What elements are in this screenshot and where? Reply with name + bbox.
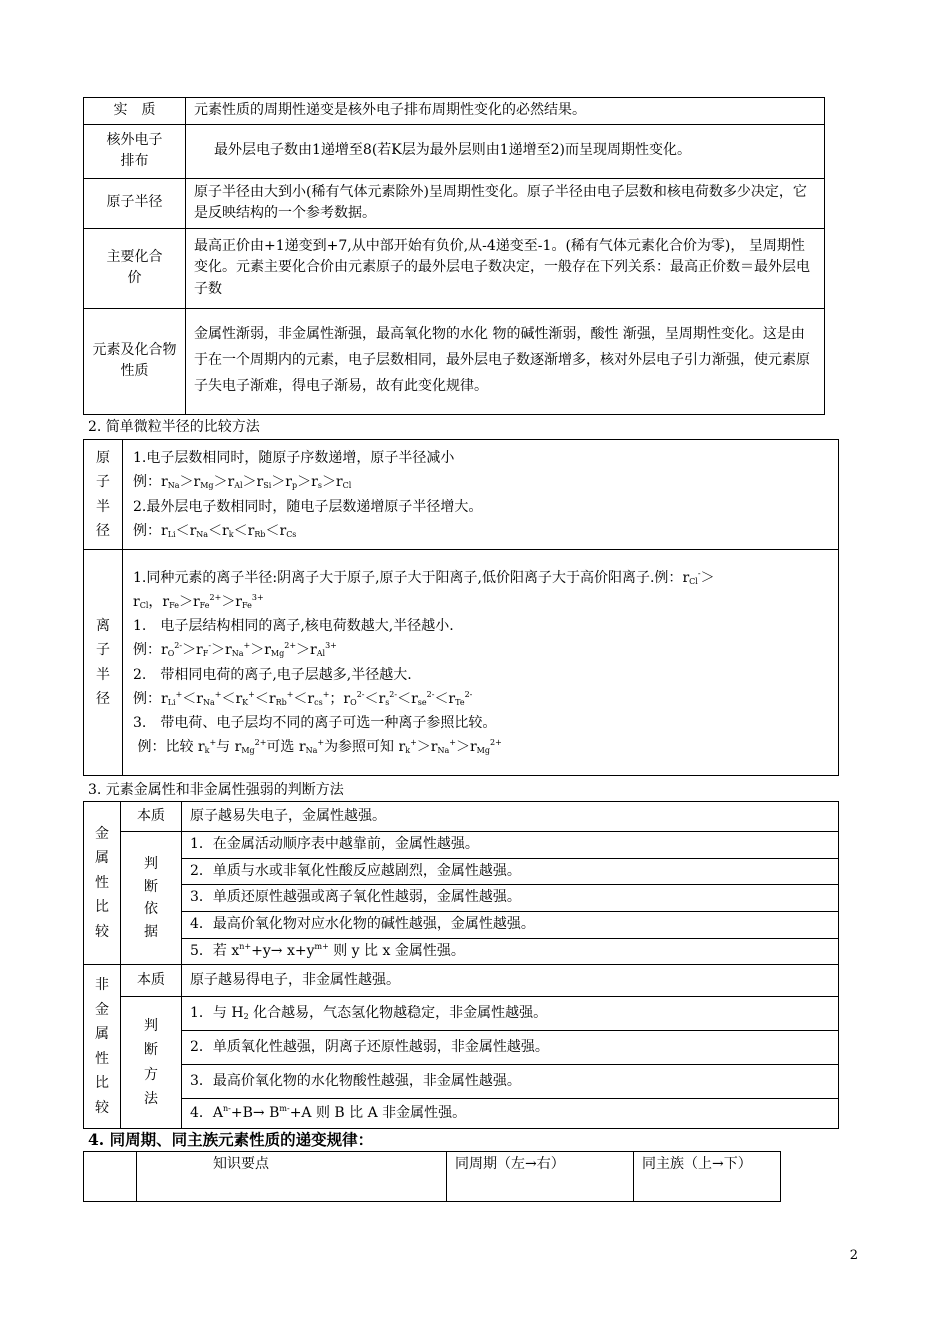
metal-item-2: 2．单质与水或非氧化性酸反应越剧烈，金属性越强。 [182,858,839,885]
row-label-valence: 主要化合价 [84,228,186,308]
row-content-atomic-radius: 原子半径由大到小(稀有气体元素除外)呈周期性变化。原子半径由电子层数和核电荷数多少决定，它是反映结构的一个参考数据。 [186,178,825,228]
atom-radius-example-2: 例：$r_{Li}<r_{Na}<r_k<r_{Rb}<r_{Cs}$ [133,522,297,539]
radius-comparison-table [83,439,839,776]
row-content-essence: 元素性质的周期性递变是核外电子排布周期性变化的必然结果。 [186,98,825,125]
metal-comparison-label: 金 属 性 比 较 [84,802,121,965]
periodic-law-table [83,97,825,415]
metal-item-1: 1．在金属活动顺序表中越靠前，金属性越强。 [182,832,839,859]
nonmetal-item-4: 4．$A^{n-}+B\to B^{m-}+A$ 则 B 比 A 非金属性强。 [182,1099,839,1129]
row-label-properties: 元素及化合物性质 [84,308,186,414]
row-label-atomic-radius: 原子半径 [84,178,186,228]
section-2-title: 2. 简单微粒半径的比较方法 [88,419,260,435]
nonmetal-item-2: 2．单质氧化性越强，阴离子还原性越弱，非金属性越强。 [182,1031,839,1065]
row-label-electron-config: 核外电子排布 [84,124,186,178]
nonmetal-essence: 原子越易得电子，非金属性越强。 [182,965,839,997]
metal-basis-label: 判 断 依 据 [121,832,182,965]
atom-radius-content: 1.电子层数相同时，随原子序数递增，原子半径减小 例：$r_{Na}>r_{Mg}>r_{Al}>r_{Si}>r_p>r_s>r_{Cl}$ 2.最外层电子数相同时，随电子层数递增原子半径增大。 例：$r_{Li}<r_{Na}<r_k<r_{Rb}<r_{Cs}$ [123,440,839,550]
section-4-title: 4. 同周期、同主族元素性质的递变规律： [88,1130,374,1149]
ion-radius-label: 离 子 半 径 [84,550,123,776]
metallicity-table [83,801,839,1129]
nonmetal-essence-label: 本质 [121,965,182,997]
row-content-electron-config: 最外层电子数由1递增至8(若K层为最外层则由1递增至2)而呈现周期性变化。 [186,124,825,178]
atom-radius-label: 原 子 半 径 [84,440,123,550]
trend-header-blank [84,1152,137,1202]
trend-header-same-period: 同周期（左→右） [447,1152,634,1202]
nonmetal-item-3: 3．最高价氧化物的水化物酸性越强，非金属性越强。 [182,1065,839,1099]
ion-example-4: 例：比较 $r_k^+$与 $r_{Mg}^{2+}$可选 $r_{Na}^+$为参照可知 $r_k^+>r_{Na}^+>r_{Mg}^{2+}$ [133,737,502,755]
page-number: 2 [849,1248,858,1263]
ion-example-1: $r_{Cl}$，$r_{Fe}>r_{Fe}^{2+}>r_{Fe}^{3+}$ [133,593,264,611]
nonmetal-comparison-label: 非 金 属 性 比 较 [84,965,121,1129]
atom-radius-example-1: 例：$r_{Na}>r_{Mg}>r_{Al}>r_{Si}>r_p>r_s>r_{Cl}$ [133,474,352,491]
metal-essence: 原子越易失电子，金属性越强。 [182,802,839,832]
row-content-properties: 金属性渐弱，非金属性渐强，最高氧化物的水化 物的碱性渐弱，酸性 渐强，呈周期性变化。这是由于在一个周期内的元素，电子层数相同，最外层电子数逐渐增多，核对外层电子引力渐强，使元素原子失电子渐难，得电子渐易，故有此变化规律。 [186,308,825,414]
metal-item-5: 5．若 $x^{n+}+y\to x+y^{m+}$ 则 y 比 x 金属性强。 [182,938,839,965]
row-content-valence: 最高正价由+1递变到+7,从中部开始有负价,从-4递变至-1。(稀有气体元素化合价为零)， 呈周期性变化。元素主要化合价由元素原子的最外层电子数决定，一般存在下列关系：最高正价数＝最外层电子数 [186,228,825,308]
trend-header-same-group: 同主族（上→下） [634,1152,781,1202]
nonmetal-item-1: 1．与 $H_2$ 化合越易，气态氢化物越稳定，非金属性越强。 [182,997,839,1031]
ion-radius-content: 1.同种元素的离子半径:阴离子大于原子,原子大于阳离子,低价阳离子大于高价阳离子.例：$r_{Cl}^->$ $r_{Cl}$，$r_{Fe}>r_{Fe}^{2+}>r_{Fe}^{3+}$ 1. 电子层结构相同的离子,核电荷数越大,半径越小. 例：$r_O^{2-}>r_F^->r_{Na}^+>r_{Mg}^{2+}>r_{Al}^{3+}$ 2. 带相同电荷的离子,电子层越多,半径越大. 例：$r_{Li}^+<r_{Na}^+<r_K^+<r_{Rb}^+<r_{cs}^+$；$r_O^{2-}<r_s^{2-}<r_{se}^{2-}<r_{Te}^{2-}$ 3. 带电荷、电子层均不同的离子可选一种离子参照比较。 例：比较 $r_k^+$与 $r_{Mg}^{2+}$可选 $r_{Na}^+$为参照可知 $r_k^+>r_{Na}^+>r_{Mg}^{2+}$ [123,550,839,776]
row-label-essence: 实 质 [84,98,186,125]
trend-header-key-points: 知识要点 [137,1152,447,1202]
ion-example-3: 例：$r_{Li}^+<r_{Na}^+<r_K^+<r_{Rb}^+<r_{cs}^+$；$r_O^{2-}<r_s^{2-}<r_{se}^{2-}<r_{Te}^{2-}$ [133,689,473,707]
periodic-trend-table [83,1151,781,1202]
nonmetal-method-label: 判 断 方 法 [121,997,182,1129]
metal-item-4: 4．最高价氧化物对应水化物的碱性越强，金属性越强。 [182,912,839,939]
ion-example-2: 例：$r_O^{2-}>r_F^->r_{Na}^+>r_{Mg}^{2+}>r_{Al}^{3+}$ [133,641,337,659]
metal-essence-label: 本质 [121,802,182,832]
section-3-title: 3. 元素金属性和非金属性强弱的判断方法 [88,782,344,798]
metal-item-3: 3．单质还原性越强或离子氧化性越弱，金属性越强。 [182,885,839,912]
